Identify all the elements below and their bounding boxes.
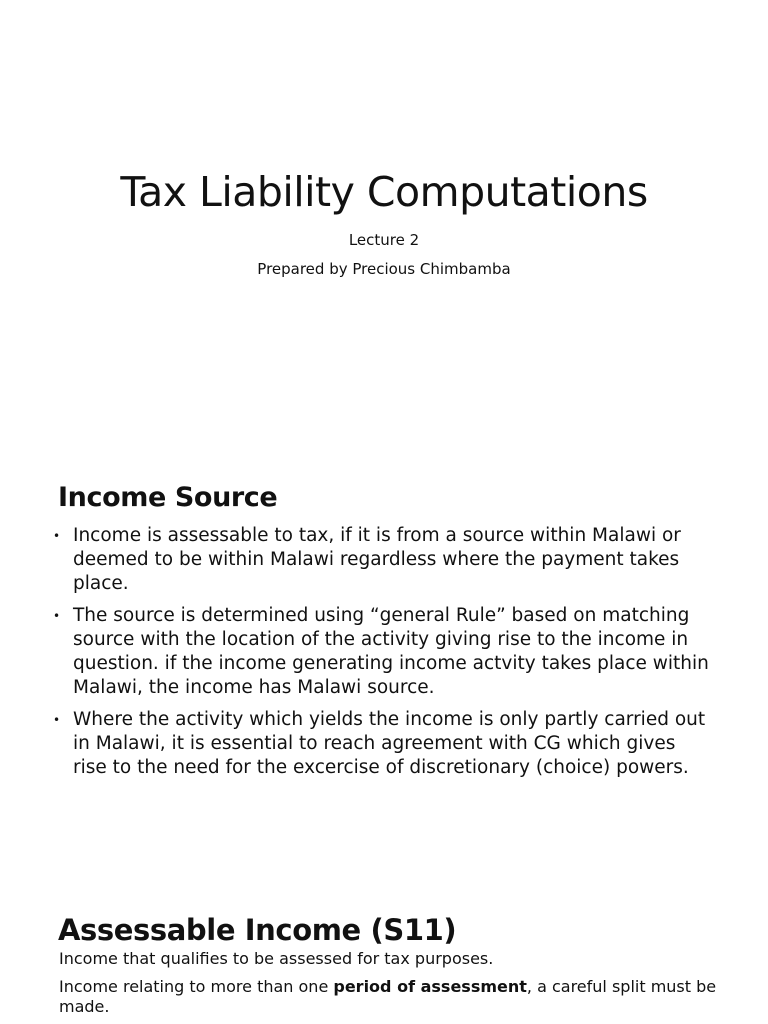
- bullet-icon: •: [53, 529, 61, 543]
- bullet-icon: •: [53, 713, 61, 727]
- slide-heading: Assessable Income (S11): [58, 913, 457, 947]
- bullet-list: [49, 524, 709, 788]
- bullet-text: The source is determined using “general Rule” based on matching source with the location of the activity giving rise to the income in question. if the income generating income actvity takes place within Malawi, the income has Malawi source.: [73, 605, 709, 698]
- assessable-income-slide: [0, 864, 768, 1024]
- bullet-text: Where the activity which yields the income is only partly carried out in Malawi, it is essential to reach agreement with CG which gives rise to the need for the excercise of discretionary (choice) powers.: [73, 709, 706, 778]
- list-item: [49, 708, 709, 780]
- bullet-icon: •: [53, 609, 61, 623]
- split-rule-text: [59, 977, 719, 1017]
- slide-heading: Income Source: [58, 482, 278, 513]
- bullet-text: Income is assessable to tax, if it is from a source within Malawi or deemed to be within Malawi regardless where the payment takes place.: [73, 525, 681, 594]
- list-item: [49, 604, 709, 700]
- lecture-number: Lecture 2: [348, 231, 420, 249]
- definition-text: Income that qualifies to be assessed for tax purposes.: [59, 949, 494, 968]
- title-slide: [0, 0, 768, 432]
- split-rule-text-start: Income relating to more than one: [59, 977, 334, 996]
- split-rule-text-end: , a careful split must be made.: [59, 977, 717, 1016]
- list-item: [49, 524, 709, 596]
- author-line: Prepared by Precious Chimbamba: [257, 260, 511, 278]
- income-source-slide: [0, 432, 768, 864]
- presentation-title: Tax Liability Computations: [120, 168, 648, 216]
- period-of-assessment-term: period of assessment: [333, 977, 527, 996]
